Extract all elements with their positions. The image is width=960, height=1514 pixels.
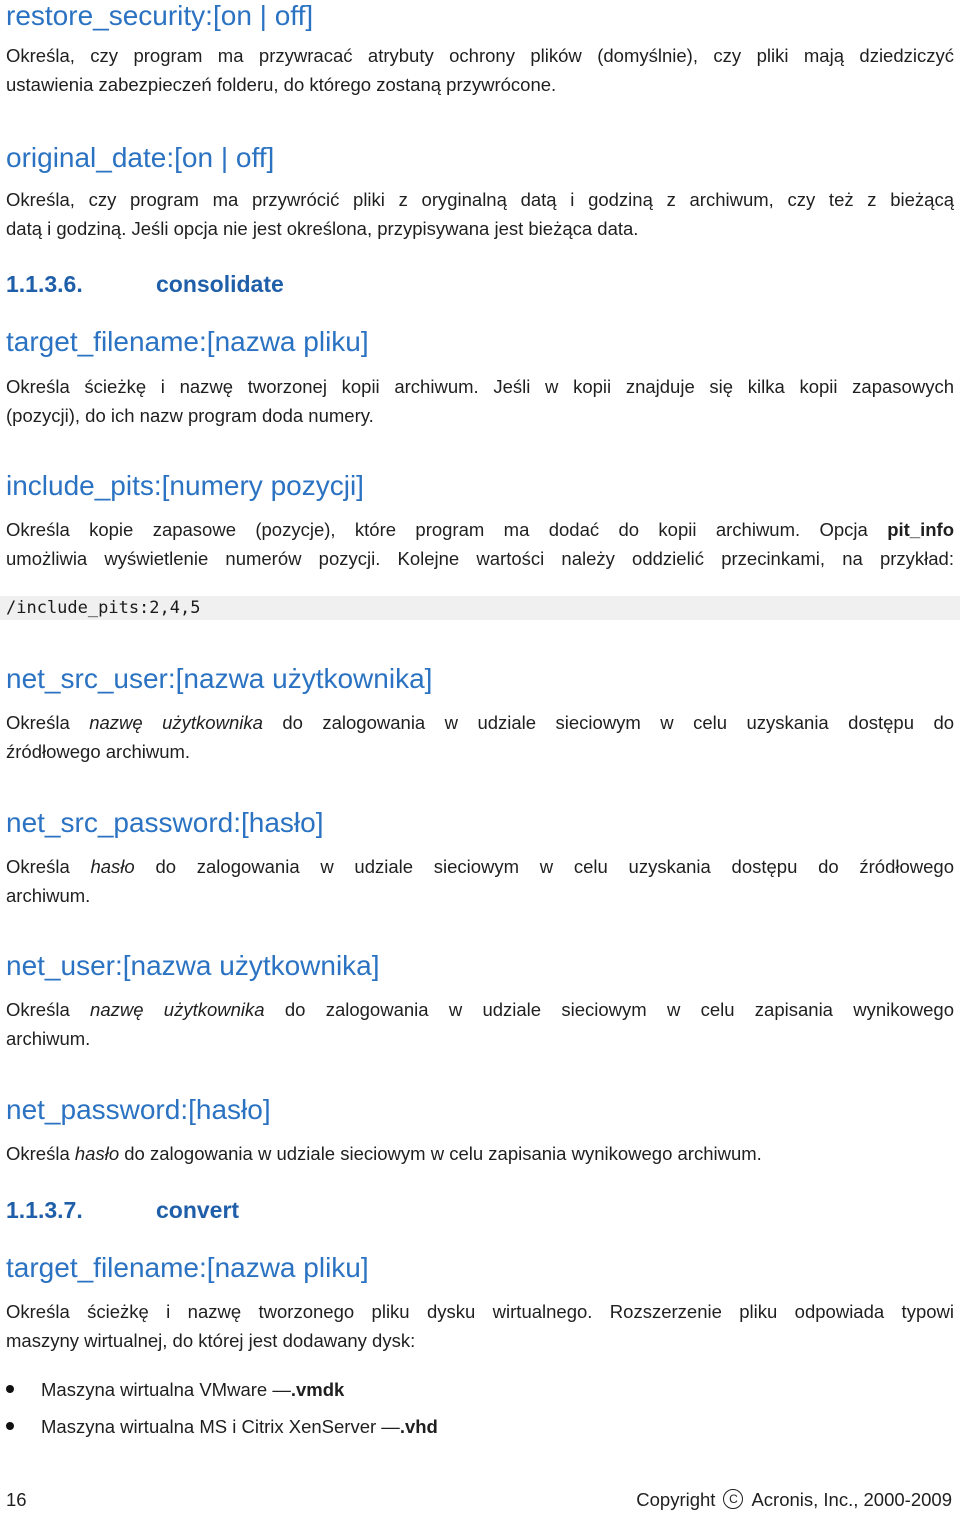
description-line: Określa, czy program ma przywracać atrybuty ochrony plików (domyślnie), czy pliki mają dziedziczyć <box>6 45 954 66</box>
description-line: Określa ścieżkę i nazwę tworzonego pliku dysku wirtualnego. Rozszerzenie pliku odpowiada typowi <box>6 1301 954 1322</box>
copyright-holder: Acronis, Inc., 2000-2009 <box>751 1489 952 1510</box>
description-line: maszyny wirtualnej, do której jest dodawany dysk: <box>6 1329 416 1351</box>
description-line: źródłowego archiwum. <box>6 740 191 762</box>
option-heading-include-pits: include_pits:[numery pozycji] <box>6 470 364 501</box>
section-number: 1.1.3.7. <box>6 1197 83 1223</box>
section-title: consolidate <box>156 271 284 297</box>
option-description-restore-security <box>6 42 954 99</box>
option-heading-net-src-user: net_src_user:[nazwa użytkownika] <box>6 663 433 694</box>
description-line: archiwum. <box>6 1027 91 1049</box>
list-item-text: Maszyna wirtualna MS i Citrix XenServer — <box>41 1416 400 1437</box>
file-extension: .vhd <box>399 1416 438 1437</box>
option-description-include-pits <box>6 516 954 573</box>
copyright-label: Copyright <box>636 1489 716 1510</box>
option-description-net-src-password <box>6 853 954 910</box>
section-number: 1.1.3.6. <box>6 271 83 297</box>
copyright-notice <box>636 1486 952 1514</box>
description-text: Określa <box>6 1143 70 1164</box>
option-description-net-password <box>6 1140 954 1169</box>
section-title: convert <box>156 1197 240 1223</box>
bullet-icon <box>6 1422 14 1430</box>
code-example: /include_pits:2,4,5 <box>6 598 201 618</box>
description-text: do zalogowania w udziale sieciowym w celu zapisania wynikowego <box>284 999 955 1020</box>
description-text: Określa <box>6 712 70 733</box>
description-text: do zalogowania w udziale sieciowym w celu uzyskania dostępu do źródłowego <box>155 856 955 877</box>
option-keyword: pit_info <box>887 519 955 540</box>
description-line: Określa, czy program ma przywrócić pliki z oryginalną datą i godziną z archiwum, czy też z bieżącą <box>6 189 954 210</box>
emphasis-text: nazwę użytkownika <box>90 999 265 1020</box>
option-heading-target-filename: target_filename:[nazwa pliku] <box>6 326 369 357</box>
description-text: Określa kopie zapasowe (pozycje), które program ma dodać do kopii archiwum. Opcja <box>6 519 868 540</box>
file-extension: .vmdk <box>290 1379 345 1400</box>
section-heading-convert <box>6 1196 239 1224</box>
option-description-original-date <box>6 186 954 243</box>
emphasis-text: hasło <box>74 1143 120 1164</box>
description-line: ustawienia zabezpieczeń folderu, do którego zostaną przywrócone. <box>6 73 557 95</box>
emphasis-text: hasło <box>90 856 135 877</box>
option-heading-net-src-password: net_src_password:[hasło] <box>6 807 324 838</box>
description-line <box>6 709 954 738</box>
bullet-icon <box>6 1385 14 1393</box>
option-description-target-filename-convert <box>6 1298 954 1355</box>
option-heading-restore-security: restore_security:[on | off] <box>6 0 314 31</box>
copyright-icon: C <box>723 1489 743 1509</box>
list-item <box>6 1413 438 1441</box>
option-heading-net-user: net_user:[nazwa użytkownika] <box>6 950 380 981</box>
list-item-text: Maszyna wirtualna VMware — <box>41 1379 291 1400</box>
list-item <box>6 1376 344 1404</box>
option-description-net-user <box>6 996 954 1053</box>
page-number: 16 <box>6 1489 27 1510</box>
description-text: do zalogowania w udziale sieciowym w celu uzyskania dostępu do <box>282 712 955 733</box>
description-line <box>6 853 954 882</box>
description-line <box>6 996 954 1025</box>
description-text: Określa <box>6 856 70 877</box>
description-line: datą i godziną. Jeśli opcja nie jest określona, przypisywana jest bieżąca data. <box>6 217 639 239</box>
description-line: Określa ścieżkę i nazwę tworzonej kopii archiwum. Jeśli w kopii znajduje się kilka kopii zapasowych <box>6 376 954 397</box>
emphasis-text: nazwę użytkownika <box>89 712 263 733</box>
description-line <box>6 1140 954 1169</box>
option-description-net-src-user <box>6 709 954 766</box>
description-line: archiwum. <box>6 884 91 906</box>
option-heading-original-date: original_date:[on | off] <box>6 142 275 173</box>
description-line: (pozycji), do ich nazw program doda numery. <box>6 404 374 426</box>
description-line: umożliwia wyświetlenie numerów pozycji. Kolejne wartości należy oddzielić przecinkami, na przykład: <box>6 547 954 569</box>
option-heading-target-filename-convert: target_filename:[nazwa pliku] <box>6 1252 369 1283</box>
description-text: Określa <box>6 999 70 1020</box>
option-heading-net-password: net_password:[hasło] <box>6 1094 271 1125</box>
description-line <box>6 516 954 545</box>
section-heading-consolidate <box>6 270 284 298</box>
description-text: do zalogowania w udziale sieciowym w celu zapisania wynikowego archiwum. <box>124 1143 762 1164</box>
option-description-target-filename <box>6 373 954 430</box>
